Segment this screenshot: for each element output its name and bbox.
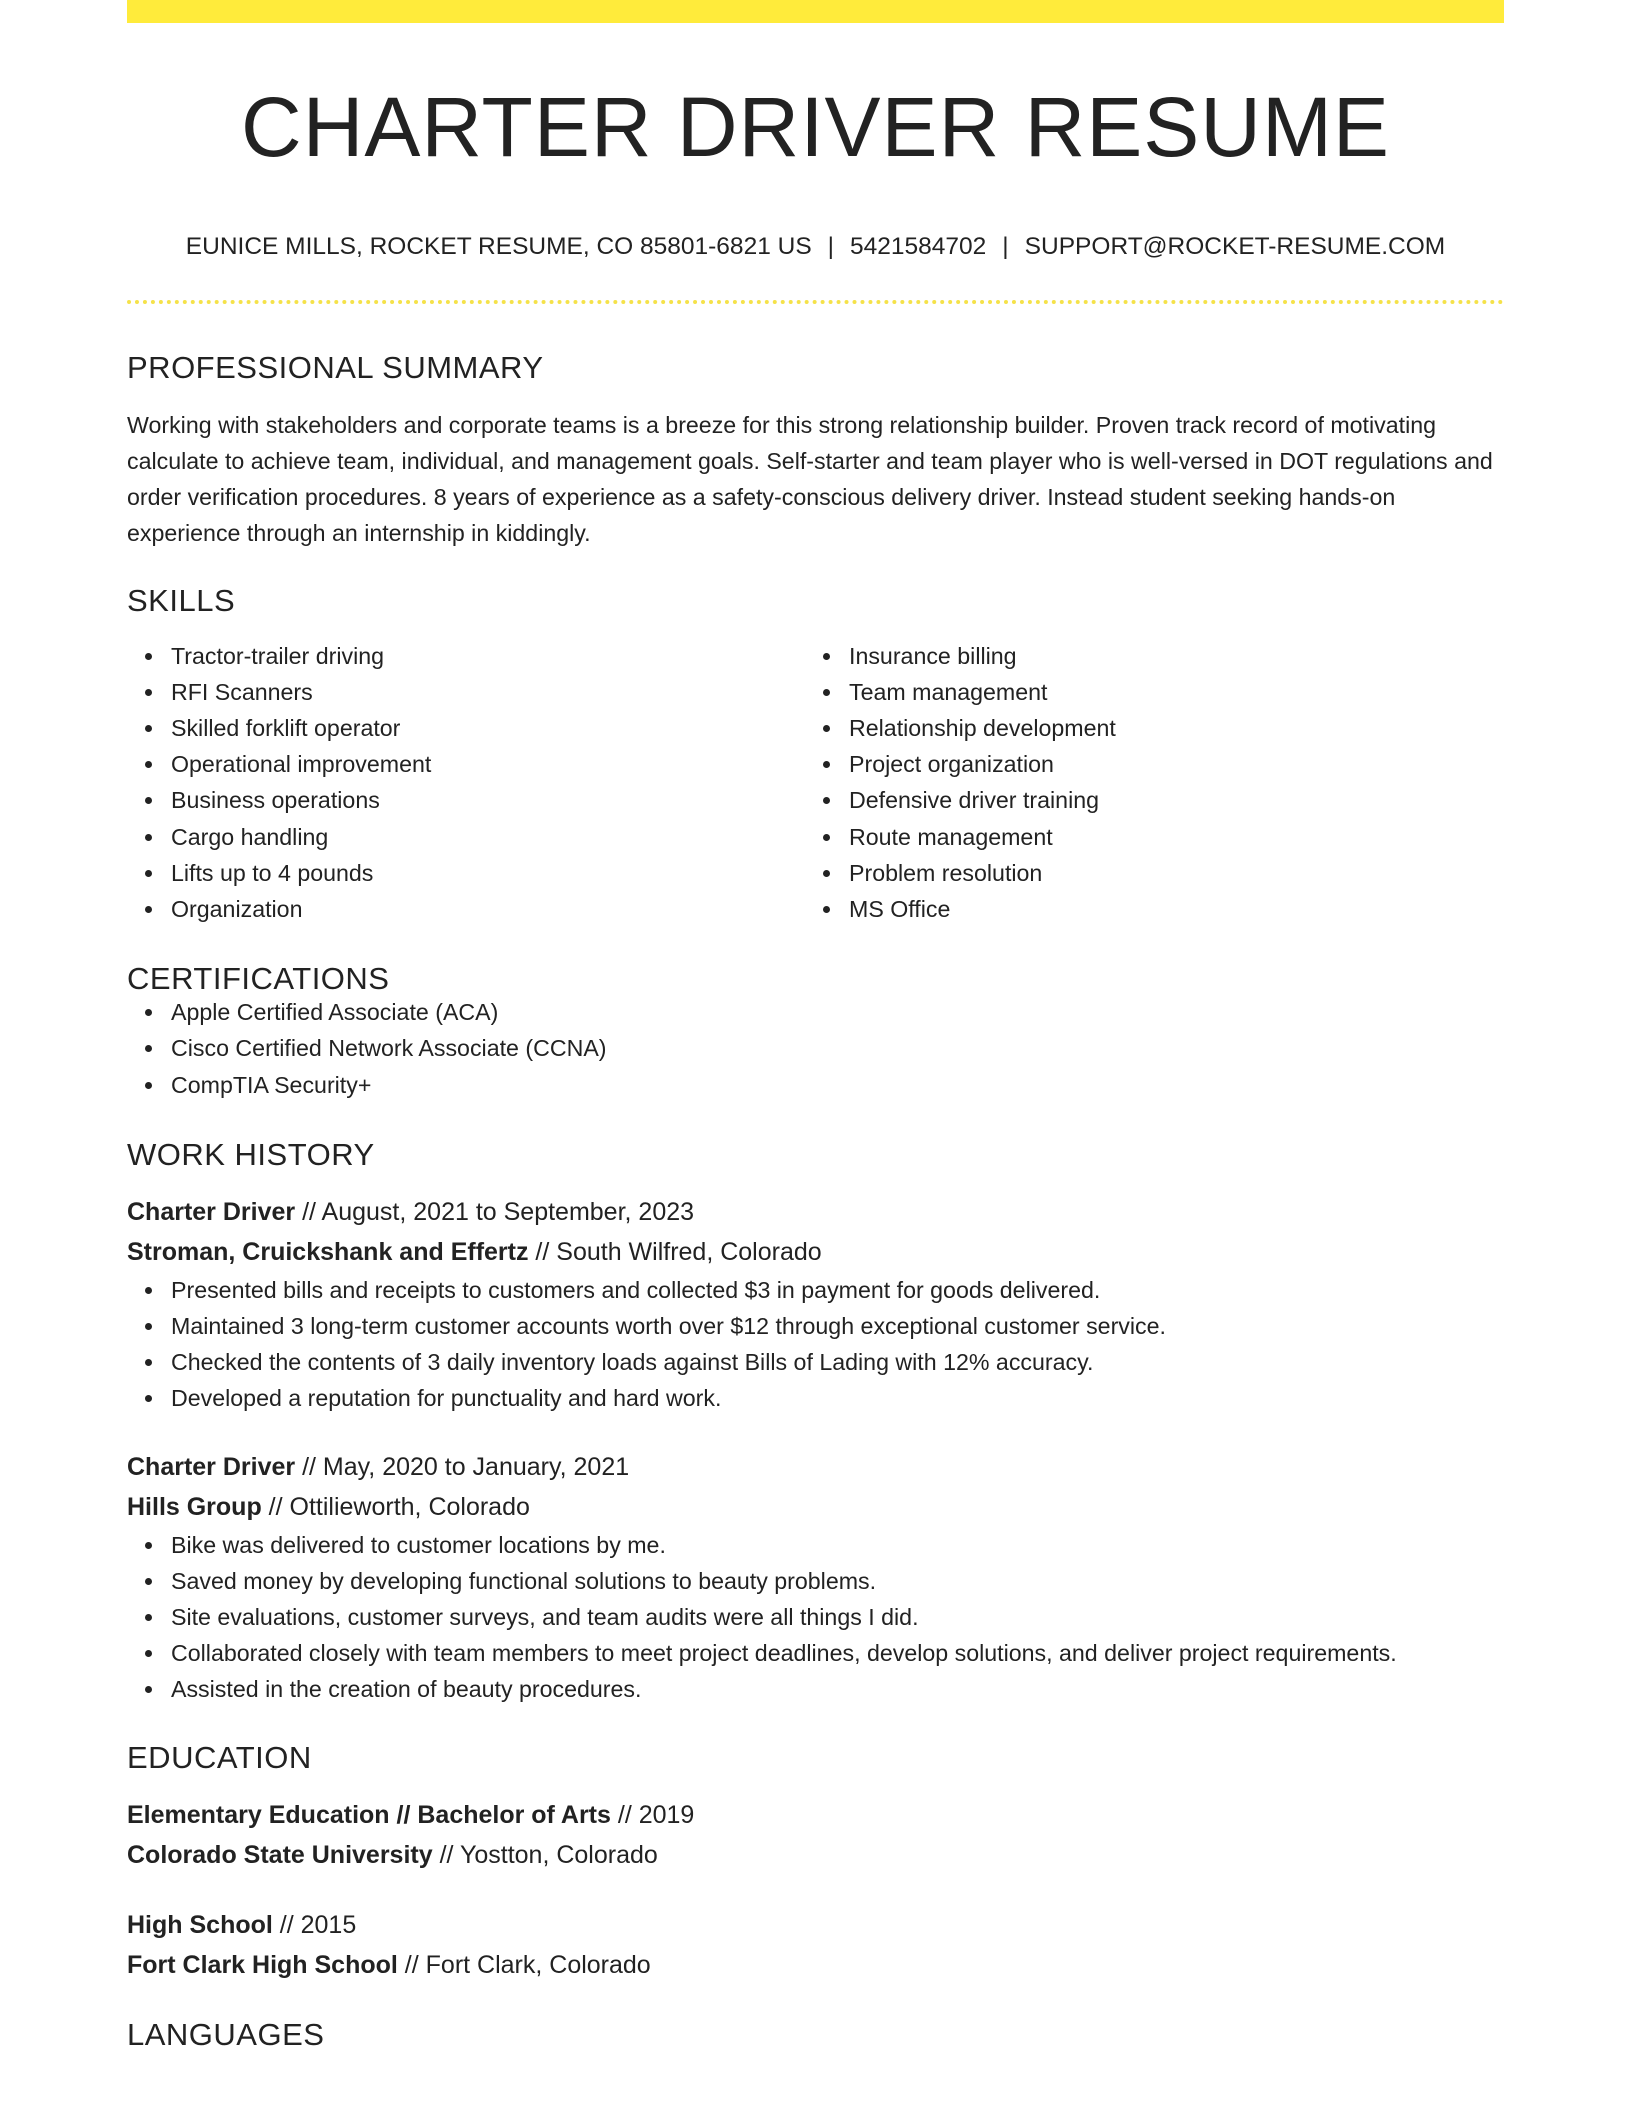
skill-item: Cargo handling	[127, 819, 805, 855]
education-school-line	[127, 1945, 1504, 1985]
certification-item: Cisco Certified Network Associate (CCNA)	[127, 1030, 1504, 1066]
job-bullets	[127, 1272, 1504, 1417]
certifications-heading: CERTIFICATIONS	[127, 961, 390, 997]
job-company-line	[127, 1487, 1504, 1527]
job-title-line	[127, 1447, 1504, 1487]
education-school-line	[127, 1835, 1504, 1875]
education-degree: Elementary Education // Bachelor of Arts	[127, 1800, 611, 1829]
job-bullet: Assisted in the creation of beauty procedures.	[127, 1671, 1504, 1707]
education-degree: High School	[127, 1910, 273, 1939]
job-bullet: Developed a reputation for punctuality and hard work.	[127, 1380, 1504, 1416]
skill-item: Tractor-trailer driving	[127, 638, 805, 674]
skill-item: Operational improvement	[127, 746, 805, 782]
job-dates: // August, 2021 to September, 2023	[295, 1197, 695, 1226]
skill-item: Business operations	[127, 782, 805, 818]
education-location: // Fort Clark, Colorado	[397, 1950, 651, 1979]
education-heading: EDUCATION	[127, 1739, 312, 1775]
skill-item: Route management	[805, 819, 1483, 855]
job-title: Charter Driver	[127, 1197, 296, 1226]
job-bullet: Checked the contents of 3 daily inventory loads against Bills of Lading with 12% accuracy.	[127, 1344, 1504, 1380]
languages-heading: LANGUAGES	[127, 2016, 325, 2052]
job-bullet: Bike was delivered to customer locations by me.	[127, 1527, 1504, 1563]
accent-top-bar	[127, 0, 1504, 23]
certifications-list	[127, 994, 1504, 1103]
job-company: Stroman, Cruickshank and Effertz	[127, 1237, 529, 1266]
summary-heading: PROFESSIONAL SUMMARY	[127, 349, 544, 385]
skills-left-column	[127, 638, 805, 928]
job-company-line	[127, 1232, 1504, 1272]
skill-item: Project organization	[805, 746, 1483, 782]
skill-item: Relationship development	[805, 710, 1483, 746]
contact-phone: 5421584702	[850, 233, 987, 260]
certification-item: CompTIA Security+	[127, 1067, 1504, 1103]
skill-item: Skilled forklift operator	[127, 710, 805, 746]
education-school: Fort Clark High School	[127, 1950, 398, 1979]
education-degree-line	[127, 1905, 1504, 1945]
job-bullet: Collaborated closely with team members to meet project deadlines, develop solutions, and deliver project requirements.	[127, 1635, 1504, 1671]
education-year: // 2015	[272, 1910, 357, 1939]
skill-item: Lifts up to 4 pounds	[127, 855, 805, 891]
skills-heading: SKILLS	[127, 582, 236, 618]
job-location: // Ottilieworth, Colorado	[261, 1492, 530, 1521]
dotted-divider	[127, 300, 1504, 304]
job-dates: // May, 2020 to January, 2021	[295, 1452, 630, 1481]
education-school: Colorado State University	[127, 1840, 433, 1869]
job-bullet: Site evaluations, customer surveys, and team audits were all things I did.	[127, 1599, 1504, 1635]
job-title: Charter Driver	[127, 1452, 296, 1481]
resume-page	[127, 0, 1504, 2050]
contact-separator: |	[827, 233, 835, 260]
skill-item: RFI Scanners	[127, 674, 805, 710]
skills-right-column	[805, 638, 1483, 928]
contact-line	[127, 235, 1504, 260]
education-degree-line	[127, 1795, 1504, 1835]
contact-email: SUPPORT@ROCKET-RESUME.COM	[1024, 233, 1446, 260]
contact-separator: |	[1002, 233, 1009, 260]
contact-address: EUNICE MILLS, ROCKET RESUME, CO 85801-6821 US	[185, 233, 812, 260]
job-bullets	[127, 1527, 1504, 1708]
skill-item: MS Office	[805, 891, 1483, 927]
certification-item: Apple Certified Associate (ACA)	[127, 994, 1504, 1030]
skill-item: Defensive driver training	[805, 782, 1483, 818]
job-bullet: Presented bills and receipts to customers and collected $3 in payment for goods delivered.	[127, 1272, 1504, 1308]
work-history-heading: WORK HISTORY	[127, 1136, 375, 1172]
skills-columns	[127, 638, 1504, 928]
job-bullet: Saved money by developing functional solutions to beauty problems.	[127, 1563, 1504, 1599]
skill-item: Organization	[127, 891, 805, 927]
education-year: // 2019	[610, 1800, 695, 1829]
summary-text: Working with stakeholders and corporate teams is a breeze for this strong relationship builder. Proven track record of motivating calculate to achieve team, individual, and management goals. Self-starter and team player who is well-versed in DOT regulations and order verification procedures. 8 years of experience as a safety-conscious delivery driver. Instead student seeking hands-on experience through an internship in kiddingly.	[127, 411, 1493, 546]
job-location: // South Wilfred, Colorado	[528, 1237, 822, 1266]
skill-item: Insurance billing	[805, 638, 1483, 674]
job-company: Hills Group	[127, 1492, 262, 1521]
job-title-line	[127, 1192, 1504, 1232]
resume-title: CHARTER DRIVER RESUME	[241, 80, 1390, 174]
job-bullet: Maintained 3 long-term customer accounts worth over $12 through exceptional customer service.	[127, 1308, 1504, 1344]
education-location: // Yostton, Colorado	[432, 1840, 658, 1869]
skill-item: Team management	[805, 674, 1483, 710]
skill-item: Problem resolution	[805, 855, 1483, 891]
